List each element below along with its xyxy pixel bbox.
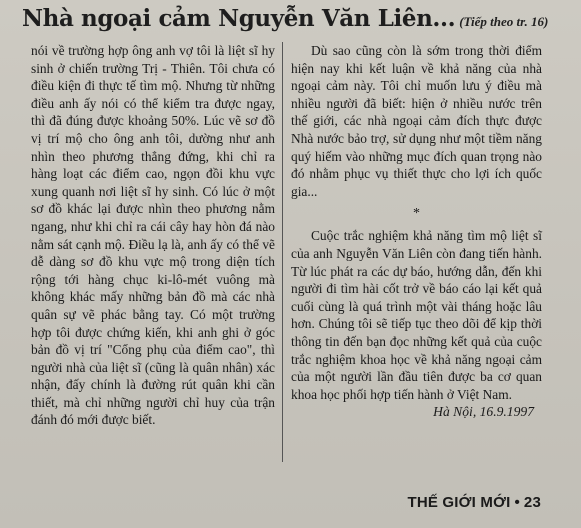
left-column — [31, 42, 275, 429]
page-number: 23 — [523, 494, 541, 511]
right-column — [291, 42, 542, 421]
right-column-paragraph-1: Dù sao cũng còn là sớm trong thời điểm hiện nay khi kết luận về khả năng của nhà ngoại cảm này. Tôi chỉ muốn lưu ý điều mà nhiều người đã biết: hiện ở nhiều nước trên thế giới, các nhà ngoại cảm đích thực được Nhà nước bảo trợ, sử dụng như một tiềm năng quý hiếm vào những mục đích quan trọng nào đó nhằm phục vụ thiết thực cho lợi ích quốc gia... — [291, 43, 542, 199]
page-footer — [407, 494, 541, 511]
left-column-paragraph: nói về trường hợp ông anh vợ tôi là liệt sĩ hy sinh ở chiến trường Trị - Thiên. Tôi chưa có điều kiện đi thực tế tìm mộ. Nhưng từ những điều anh ấy nói có thể kiểm tra được ngay, thì đã đúng được khoảng 50%. Lúc vẽ sơ đồ vị trí mộ cho ông anh tôi, dường như anh nhìn theo phương thẳng đứng, khi chỉ ra hàng loạt các điểm cao, ngọn đồi khu vực xung quanh nơi liệt sĩ hy sinh. Có lúc ở một sơ đồ khác lại được nhìn theo phương nằm ngang, như khi chỉ ra cái cây hay hòn đá nào nằm sát cạnh mộ. Điều lạ là, anh ấy có thể vẽ dễ dàng sơ đồ khu vực mộ trong diện tích rộng tới hàng chục ki-lô-mét vuông mà không khác mấy những bản đồ mà các nhà quân sự vẽ phác bằng tay. Có một trường hợp tôi được chứng kiến, khi anh ghi ở góc bản đồ vị trí "Cổng phụ của điểm cao", thì người nhà của liệt sĩ (cũng là quân nhân) xác nhận, đấy chính là đường rút quân khi cần thiết, mà chỉ những người chỉ huy của trận đánh đó mới được biết. — [31, 43, 275, 428]
column-divider — [282, 42, 283, 462]
right-column-paragraph-2: Cuộc trắc nghiệm khả năng tìm mộ liệt sĩ của anh Nguyễn Văn Liên còn đang tiến hành. Từ lúc phát ra các dự báo, hướng dẫn, đến khi người đi tìm hài cốt trở về báo cáo lại kết quả cuối cùng là quá trình một vài tháng hoặc lâu hơn. Chúng tôi sẽ tiếp tục theo dõi để kịp thời thông tin đến bạn đọc những kết quả của cuộc trắc nghiệm khoa học về khả năng ngoại cảm của một người lần đầu tiên được ba cơ quan khoa học phối hợp tiến hành ở Việt Nam. — [291, 228, 542, 402]
article-header — [22, 5, 572, 39]
publication-name: THẾ GIỚI MỚI — [407, 494, 511, 511]
dateline: Hà Nội, 16.9.1997 — [433, 404, 534, 420]
footer-bullet: • — [514, 494, 520, 511]
article-title: Nhà ngoại cảm Nguyễn Văn Liên... — [22, 5, 456, 32]
continued-from-note: (Tiếp theo tr. 16) — [459, 14, 549, 29]
section-separator: * — [413, 206, 420, 222]
